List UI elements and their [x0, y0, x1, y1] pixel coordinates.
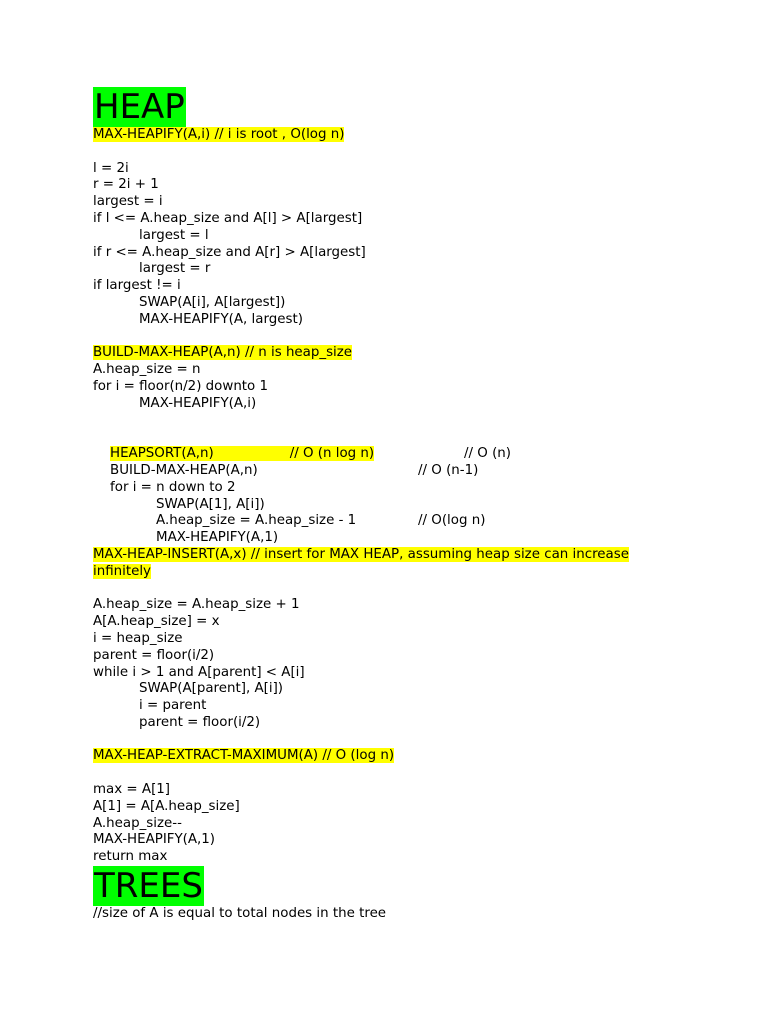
- code-line: BUILD-MAX-HEAP(A,n) // O (n): [110, 446, 512, 478]
- spacer: [93, 765, 693, 782]
- spacer: [93, 144, 693, 161]
- code-line: parent = floor(i/2): [93, 647, 215, 663]
- trees-heading: TREES: [94, 866, 203, 907]
- code-line: A.heap_size = A.heap_size + 1: [93, 597, 300, 613]
- code-line: max = A[1]: [93, 782, 171, 798]
- code-line: A.heap_size--: [93, 815, 182, 831]
- code-line-indented: SWAP(A[1], A[i]): [156, 496, 265, 512]
- code-line-indented: largest = r: [139, 261, 211, 277]
- code-line: if r <= A.heap_size and A[r] > A[largest]: [93, 244, 366, 260]
- spacer: [93, 732, 693, 749]
- code-line-indented: largest = l: [139, 227, 209, 243]
- code-line: while i > 1 and A[parent] < A[i]: [93, 664, 305, 680]
- code-line-indented: i = parent: [139, 698, 207, 714]
- code-line: A[1] = A[A.heap_size]: [93, 798, 240, 814]
- heapsort-header: HEAPSORT(A,n) // O (n log n): [110, 446, 375, 462]
- max-heapify-header: MAX-HEAPIFY(A,i) // i is root , O(log n): [93, 127, 345, 142]
- code-line: A[A.heap_size] = x: [93, 614, 220, 630]
- spacer: [93, 413, 693, 430]
- code-line-indented: SWAP(A[parent], A[i]): [139, 681, 284, 697]
- code-line-indented: SWAP(A[i], A[largest]): [139, 294, 286, 310]
- code-line-indented: A.heap_size = A.heap_size - 1: [156, 513, 357, 529]
- heap-heading: HEAP: [94, 87, 185, 127]
- code-line: return max: [93, 849, 168, 865]
- code-line: largest = i: [93, 194, 163, 210]
- code-line: if l <= A.heap_size and A[l] > A[largest]: [93, 210, 363, 226]
- code-line: if largest != i: [93, 278, 181, 294]
- code-line-indented: parent = floor(i/2): [139, 714, 261, 730]
- code-line-indented: MAX-HEAPIFY(A,1) // O(log n): [156, 513, 486, 546]
- max-heap-insert-header: MAX-HEAP-INSERT(A,x) // insert for MAX HEAP, assuming heap size can increase infinitely: [93, 546, 629, 579]
- code-line: MAX-HEAPIFY(A,1): [93, 832, 216, 848]
- code-line: i = heap_size: [93, 630, 183, 646]
- code-line: A.heap_size = n: [93, 362, 201, 378]
- spacer: [93, 581, 693, 598]
- spacer: [93, 329, 693, 346]
- code-line: for i = floor(n/2) downto 1: [93, 378, 269, 394]
- code-line-indented: MAX-HEAPIFY(A,i): [139, 395, 257, 411]
- code-line: for i = n down to 2 // O (n-1): [110, 462, 479, 495]
- extract-max-header: MAX-HEAP-EXTRACT-MAXIMUM(A) // O (log n): [93, 748, 395, 764]
- code-line-indented: MAX-HEAPIFY(A, largest): [139, 311, 303, 327]
- trees-note: //size of A is equal to total nodes in the tree: [93, 906, 387, 922]
- code-line: l = 2i: [93, 160, 129, 176]
- document-page: [93, 87, 693, 923]
- code-line: r = 2i + 1: [93, 177, 159, 193]
- build-max-heap-header: BUILD-MAX-HEAP(A,n) // n is heap_size: [93, 345, 353, 361]
